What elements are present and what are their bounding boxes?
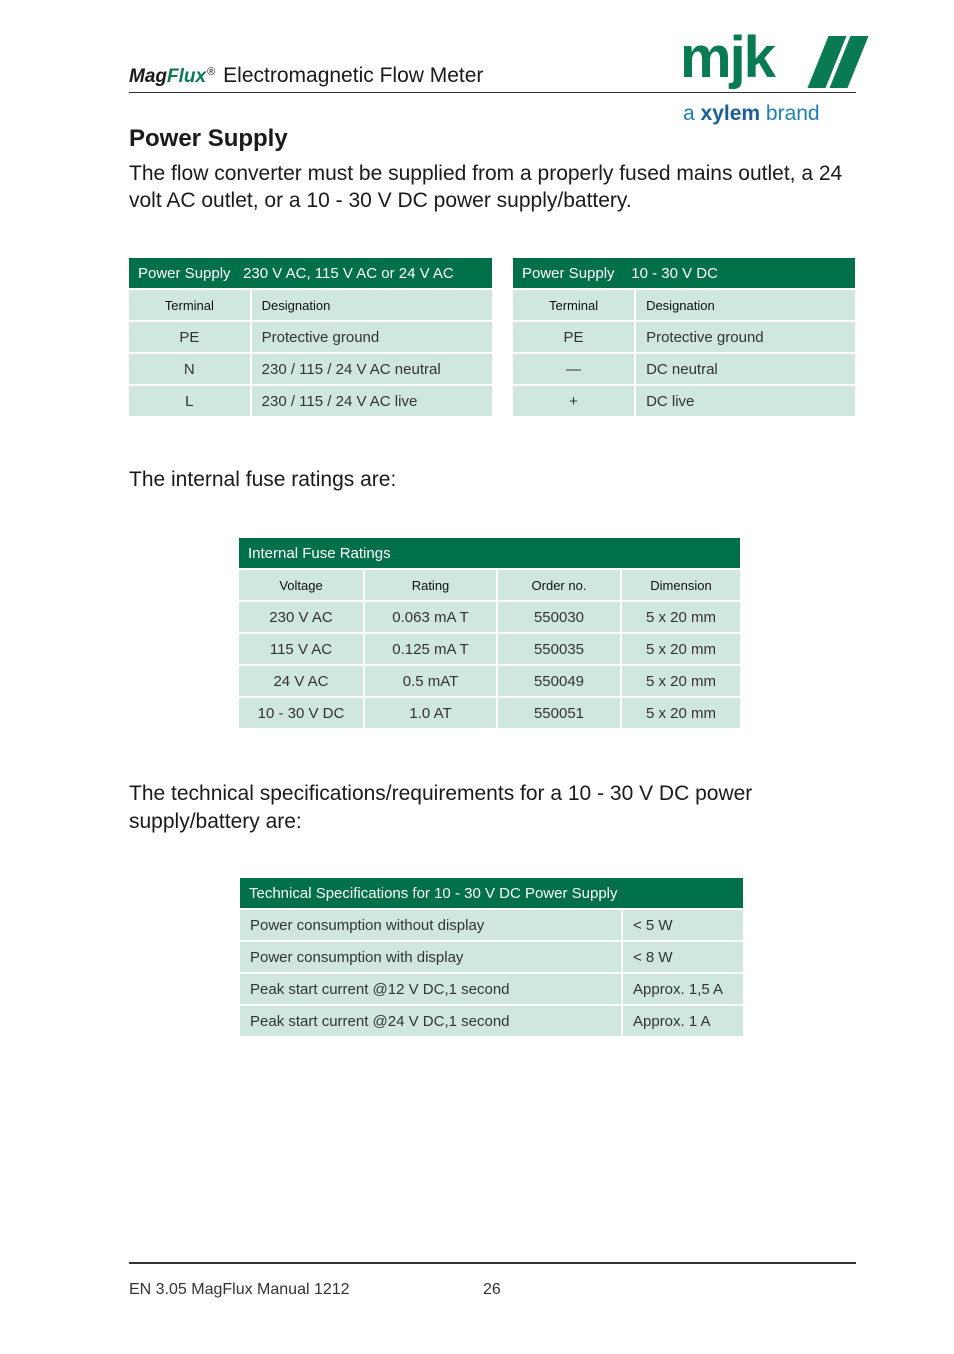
table-cell: 550051 bbox=[498, 698, 620, 728]
table-cell: PE bbox=[129, 322, 250, 352]
table-title: Power Supply 10 - 30 V DC bbox=[513, 258, 855, 288]
table-cell: 24 V AC bbox=[239, 666, 363, 696]
registered-mark: ® bbox=[207, 66, 216, 78]
table-cell: L bbox=[129, 386, 250, 416]
table-cell: + bbox=[513, 386, 634, 416]
table-cell: 230 V AC bbox=[239, 602, 363, 632]
column-header: Terminal bbox=[513, 290, 634, 320]
table-title: Power Supply 230 V AC, 115 V AC or 24 V AC bbox=[129, 258, 492, 288]
column-header: Designation bbox=[252, 290, 492, 320]
fuse-caption: The internal fuse ratings are: bbox=[129, 468, 397, 491]
intro-paragraph: The flow converter must be supplied from a properly fused mains outlet, a 24 volt AC outlet, or a 10 - 30 V DC power supply/battery. bbox=[129, 162, 843, 212]
table-cell: 230 / 115 / 24 V AC live bbox=[252, 386, 492, 416]
table-cell: 5 x 20 mm bbox=[622, 602, 740, 632]
table-cell: Approx. 1,5 A bbox=[623, 974, 743, 1004]
table-cell: 0.063 mA T bbox=[365, 602, 496, 632]
mjk-xylem-logo bbox=[678, 25, 860, 132]
dc-power-supply-table bbox=[511, 256, 857, 418]
footer-document-id: EN 3.05 MagFlux Manual 1212 bbox=[129, 1281, 350, 1298]
table-cell: 5 x 20 mm bbox=[622, 666, 740, 696]
table-cell: Power consumption without display bbox=[240, 910, 621, 940]
table-cell: Protective ground bbox=[252, 322, 492, 352]
column-header: Terminal bbox=[129, 290, 250, 320]
header-subtitle: Electromagnetic Flow Meter bbox=[223, 64, 484, 87]
document-header-title bbox=[129, 64, 483, 88]
table-cell: DC neutral bbox=[636, 354, 855, 384]
internal-fuse-ratings-table bbox=[237, 536, 742, 730]
logo-mjk-text: mjk bbox=[680, 25, 774, 90]
table-cell: Peak start current @12 V DC,1 second bbox=[240, 974, 621, 1004]
logo-tagline: a xylem brand bbox=[683, 102, 820, 125]
table-cell: 0.125 mA T bbox=[365, 634, 496, 664]
page-number: 26 bbox=[483, 1281, 501, 1298]
column-header: Order no. bbox=[498, 570, 620, 600]
table-cell: N bbox=[129, 354, 250, 384]
table-cell: 5 x 20 mm bbox=[622, 634, 740, 664]
table-cell: 0.5 mAT bbox=[365, 666, 496, 696]
table-cell: < 5 W bbox=[623, 910, 743, 940]
table-cell: Power consumption with display bbox=[240, 942, 621, 972]
table-cell: DC live bbox=[636, 386, 855, 416]
table-cell: 230 / 115 / 24 V AC neutral bbox=[252, 354, 492, 384]
table-title: Internal Fuse Ratings bbox=[239, 538, 740, 568]
table-title: Technical Specifications for 10 - 30 V DC Power Supply bbox=[240, 878, 743, 908]
table-cell: Protective ground bbox=[636, 322, 855, 352]
magflux-wordmark: MagFlux bbox=[129, 66, 207, 87]
table-cell: Approx. 1 A bbox=[623, 1006, 743, 1036]
column-header: Rating bbox=[365, 570, 496, 600]
table-cell: 550049 bbox=[498, 666, 620, 696]
table-cell: 550030 bbox=[498, 602, 620, 632]
tech-spec-caption: The technical specifications/requirements for a 10 - 30 V DC power supply/battery are: bbox=[129, 782, 753, 833]
table-cell: 1.0 AT bbox=[365, 698, 496, 728]
ac-power-supply-table bbox=[127, 256, 494, 418]
column-header: Designation bbox=[636, 290, 855, 320]
table-cell: 550035 bbox=[498, 634, 620, 664]
section-title: Power Supply bbox=[129, 125, 288, 152]
table-cell: Peak start current @24 V DC,1 second bbox=[240, 1006, 621, 1036]
tech-specs-table bbox=[238, 876, 745, 1038]
column-header: Dimension bbox=[622, 570, 740, 600]
table-cell: 10 - 30 V DC bbox=[239, 698, 363, 728]
table-cell: — bbox=[513, 354, 634, 384]
table-cell: 5 x 20 mm bbox=[622, 698, 740, 728]
footer-rule bbox=[129, 1262, 856, 1264]
table-cell: 115 V AC bbox=[239, 634, 363, 664]
table-cell: PE bbox=[513, 322, 634, 352]
table-cell: < 8 W bbox=[623, 942, 743, 972]
column-header: Voltage bbox=[239, 570, 363, 600]
